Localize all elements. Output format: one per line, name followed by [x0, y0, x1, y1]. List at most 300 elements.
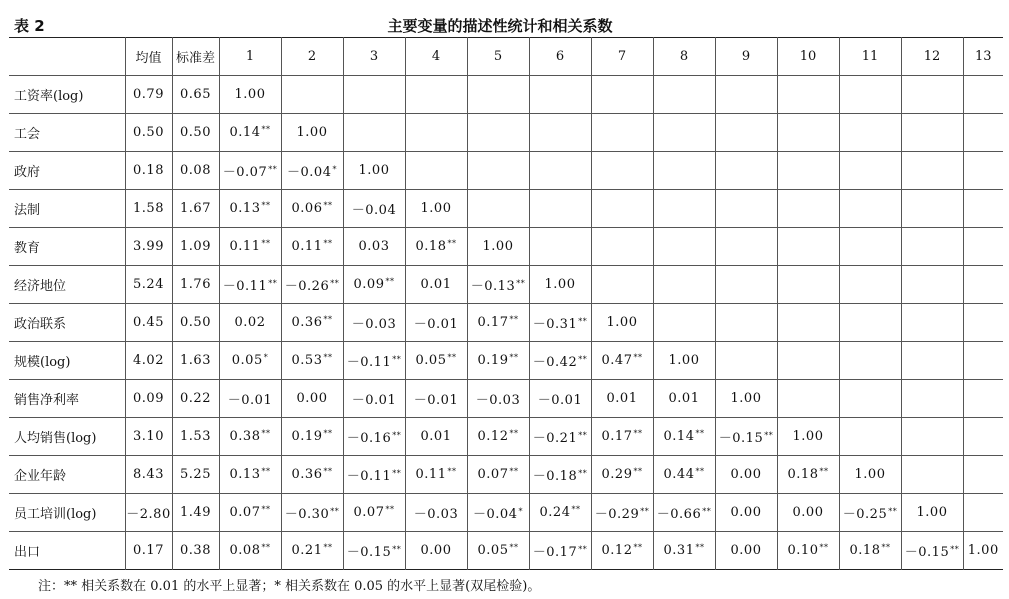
empty-cell	[529, 114, 591, 152]
mean-cell: 0.50	[125, 114, 172, 152]
correlation-cell: 0.12**	[591, 532, 653, 570]
correlation-cell: －0.01	[343, 380, 405, 418]
significance-marker: *	[518, 507, 523, 516]
significance-marker: **	[323, 543, 333, 552]
sd-cell: 5.25	[172, 456, 219, 494]
correlation-cell: 0.12**	[467, 418, 529, 456]
correlation-cell: 1.00	[839, 456, 901, 494]
empty-cell	[839, 304, 901, 342]
empty-cell	[901, 380, 963, 418]
significance-marker: **	[950, 545, 960, 554]
variable-name: 教育	[9, 228, 125, 266]
correlation-cell: －0.03	[467, 380, 529, 418]
table-row	[9, 456, 1003, 494]
correlation-cell: 1.00	[901, 494, 963, 532]
significance-marker: **	[819, 543, 829, 552]
empty-cell	[715, 114, 777, 152]
table-row	[9, 114, 1003, 152]
significance-marker: **	[323, 201, 333, 210]
sd-cell: 0.50	[172, 304, 219, 342]
significance-marker: **	[578, 317, 588, 326]
empty-cell	[343, 114, 405, 152]
empty-cell	[839, 190, 901, 228]
table-row	[9, 380, 1003, 418]
correlation-cell: －0.04	[343, 190, 405, 228]
variable-name: 经济地位	[9, 266, 125, 304]
empty-cell	[777, 228, 839, 266]
correlation-cell: 0.14**	[219, 114, 281, 152]
table-footnote: 注：** 相关系数在 0.01 的水平上显著；* 相关系数在 0.05 的水平上显著(双尾检验)。	[38, 579, 541, 594]
mean-cell: 8.43	[125, 456, 172, 494]
correlation-cell: －0.13**	[467, 266, 529, 304]
table-row	[9, 418, 1003, 456]
header-mean: 均值	[125, 38, 172, 76]
significance-marker: **	[578, 545, 588, 554]
significance-marker: **	[881, 543, 891, 552]
variable-name: 工会	[9, 114, 125, 152]
empty-cell	[901, 228, 963, 266]
correlation-cell: 0.13**	[219, 456, 281, 494]
significance-marker: **	[509, 543, 519, 552]
header-col-13: 13	[963, 38, 1003, 76]
significance-marker: **	[392, 545, 402, 554]
correlation-cell: 0.53**	[281, 342, 343, 380]
correlation-cell: －0.25**	[839, 494, 901, 532]
correlation-cell: 0.00	[715, 494, 777, 532]
empty-cell	[839, 152, 901, 190]
correlation-cell: 1.00	[529, 266, 591, 304]
empty-cell	[405, 76, 467, 114]
sd-cell: 1.09	[172, 228, 219, 266]
significance-marker: **	[695, 429, 705, 438]
header-row	[9, 38, 1003, 76]
significance-marker: **	[392, 469, 402, 478]
correlation-cell: 0.47**	[591, 342, 653, 380]
significance-marker: **	[509, 353, 519, 362]
mean-cell: 0.09	[125, 380, 172, 418]
significance-marker: **	[633, 353, 643, 362]
correlation-cell: 0.21**	[281, 532, 343, 570]
empty-cell	[901, 76, 963, 114]
header-sd: 标准差	[172, 38, 219, 76]
significance-marker: **	[323, 353, 333, 362]
empty-cell	[653, 190, 715, 228]
correlation-cell: －0.15**	[715, 418, 777, 456]
correlation-cell: 0.29**	[591, 456, 653, 494]
correlation-cell: －0.01	[219, 380, 281, 418]
correlation-cell: －0.29**	[591, 494, 653, 532]
header-col-5: 5	[467, 38, 529, 76]
correlation-cell: 0.03	[343, 228, 405, 266]
variable-name: 员工培训(log)	[9, 494, 125, 532]
significance-marker: **	[323, 239, 333, 248]
table-row	[9, 266, 1003, 304]
correlation-cell: 0.06**	[281, 190, 343, 228]
empty-cell	[777, 190, 839, 228]
empty-cell	[901, 152, 963, 190]
sd-cell: 1.63	[172, 342, 219, 380]
significance-marker: **	[447, 353, 457, 362]
sd-cell: 1.67	[172, 190, 219, 228]
correlation-cell: 0.00	[405, 532, 467, 570]
correlation-cell: 0.05**	[467, 532, 529, 570]
empty-cell	[901, 418, 963, 456]
empty-cell	[777, 114, 839, 152]
significance-marker: **	[578, 469, 588, 478]
empty-cell	[653, 114, 715, 152]
correlation-cell: 0.11**	[219, 228, 281, 266]
sd-cell: 1.53	[172, 418, 219, 456]
correlation-cell: －0.11**	[219, 266, 281, 304]
table-row	[9, 304, 1003, 342]
correlation-cell: 0.01	[591, 380, 653, 418]
empty-cell	[591, 114, 653, 152]
empty-cell	[963, 494, 1003, 532]
significance-marker: **	[330, 507, 340, 516]
significance-marker: **	[392, 431, 402, 440]
empty-cell	[591, 152, 653, 190]
correlation-cell: 0.05*	[219, 342, 281, 380]
empty-cell	[343, 76, 405, 114]
correlation-cell: 0.00	[281, 380, 343, 418]
empty-cell	[963, 228, 1003, 266]
significance-marker: *	[263, 353, 269, 362]
variable-name: 人均销售(log)	[9, 418, 125, 456]
empty-cell	[591, 76, 653, 114]
significance-marker: **	[323, 467, 333, 476]
empty-cell	[591, 266, 653, 304]
empty-cell	[591, 190, 653, 228]
mean-cell: 1.58	[125, 190, 172, 228]
correlation-cell: 0.11**	[281, 228, 343, 266]
correlation-cell: 0.02	[219, 304, 281, 342]
significance-marker: **	[509, 429, 519, 438]
correlation-cell: 0.14**	[653, 418, 715, 456]
significance-marker: **	[764, 431, 774, 440]
significance-marker: **	[385, 277, 395, 286]
significance-marker: **	[888, 507, 898, 516]
sd-cell: 0.22	[172, 380, 219, 418]
empty-cell	[901, 304, 963, 342]
correlation-cell: 0.00	[715, 456, 777, 494]
empty-cell	[653, 266, 715, 304]
significance-marker: **	[509, 315, 519, 324]
significance-marker: **	[695, 543, 705, 552]
empty-cell	[467, 152, 529, 190]
correlation-cell: 1.00	[219, 76, 281, 114]
sd-cell: 0.50	[172, 114, 219, 152]
correlation-cell: 0.13**	[219, 190, 281, 228]
significance-marker: *	[332, 165, 337, 174]
mean-cell: 0.17	[125, 532, 172, 570]
correlation-cell: 0.19**	[467, 342, 529, 380]
significance-marker: **	[392, 355, 402, 364]
correlation-cell: 0.00	[777, 494, 839, 532]
correlation-cell: －0.16**	[343, 418, 405, 456]
correlation-cell: 0.05**	[405, 342, 467, 380]
variable-name: 政治联系	[9, 304, 125, 342]
correlation-cell: 0.07**	[343, 494, 405, 532]
empty-cell	[839, 266, 901, 304]
correlation-cell: 0.07**	[219, 494, 281, 532]
significance-marker: **	[571, 505, 581, 514]
significance-marker: **	[261, 543, 271, 552]
mean-cell: 0.45	[125, 304, 172, 342]
empty-cell	[901, 456, 963, 494]
sd-cell: 1.49	[172, 494, 219, 532]
sd-cell: 0.38	[172, 532, 219, 570]
correlation-cell: 0.09**	[343, 266, 405, 304]
variable-name: 销售净利率	[9, 380, 125, 418]
empty-cell	[839, 418, 901, 456]
mean-cell: 4.02	[125, 342, 172, 380]
correlation-cell: 0.38**	[219, 418, 281, 456]
correlation-cell: 1.00	[343, 152, 405, 190]
significance-marker: **	[268, 165, 278, 174]
empty-cell	[963, 304, 1003, 342]
variable-name: 工资率(log)	[9, 76, 125, 114]
variable-name: 出口	[9, 532, 125, 570]
correlation-cell: －0.01	[405, 380, 467, 418]
correlation-cell: －0.04*	[467, 494, 529, 532]
significance-marker: **	[385, 505, 395, 514]
correlation-cell: 0.11**	[405, 456, 467, 494]
empty-cell	[715, 342, 777, 380]
header-col-11: 11	[839, 38, 901, 76]
table-row	[9, 190, 1003, 228]
significance-marker: **	[640, 507, 650, 516]
significance-marker: **	[323, 315, 333, 324]
empty-cell	[777, 152, 839, 190]
header-variable	[9, 38, 125, 76]
significance-marker: **	[633, 543, 643, 552]
correlation-cell: －0.15**	[901, 532, 963, 570]
empty-cell	[715, 190, 777, 228]
correlation-cell: －0.01	[405, 304, 467, 342]
empty-cell	[901, 342, 963, 380]
empty-cell	[963, 418, 1003, 456]
mean-cell: 0.79	[125, 76, 172, 114]
header-col-10: 10	[777, 38, 839, 76]
empty-cell	[901, 190, 963, 228]
header-col-6: 6	[529, 38, 591, 76]
significance-marker: **	[261, 201, 271, 210]
table-label: 表 2	[14, 17, 45, 35]
header-col-2: 2	[281, 38, 343, 76]
significance-marker: **	[516, 279, 526, 288]
correlation-cell: 0.10**	[777, 532, 839, 570]
correlation-cell: 0.18**	[839, 532, 901, 570]
correlation-cell: 1.00	[653, 342, 715, 380]
correlation-cell: 0.44**	[653, 456, 715, 494]
empty-cell	[529, 152, 591, 190]
mean-cell: －2.80	[125, 494, 172, 532]
empty-cell	[777, 266, 839, 304]
empty-cell	[653, 304, 715, 342]
header-col-7: 7	[591, 38, 653, 76]
table-row	[9, 342, 1003, 380]
correlation-cell: －0.30**	[281, 494, 343, 532]
empty-cell	[963, 190, 1003, 228]
correlation-cell: 0.19**	[281, 418, 343, 456]
empty-cell	[715, 304, 777, 342]
mean-cell: 3.10	[125, 418, 172, 456]
empty-cell	[715, 228, 777, 266]
variable-name: 规模(log)	[9, 342, 125, 380]
significance-marker: **	[509, 467, 519, 476]
empty-cell	[715, 152, 777, 190]
significance-marker: **	[268, 279, 278, 288]
correlation-cell: 1.00	[777, 418, 839, 456]
correlation-cell: 1.00	[467, 228, 529, 266]
empty-cell	[653, 76, 715, 114]
empty-cell	[839, 76, 901, 114]
variable-name: 法制	[9, 190, 125, 228]
empty-cell	[839, 342, 901, 380]
significance-marker: **	[330, 279, 340, 288]
significance-marker: **	[578, 355, 588, 364]
significance-marker: **	[261, 429, 271, 438]
significance-marker: **	[323, 429, 333, 438]
correlation-cell: －0.26**	[281, 266, 343, 304]
empty-cell	[405, 114, 467, 152]
correlation-cell: 1.00	[405, 190, 467, 228]
empty-cell	[901, 114, 963, 152]
correlation-cell: －0.17**	[529, 532, 591, 570]
empty-cell	[529, 228, 591, 266]
header-col-3: 3	[343, 38, 405, 76]
empty-cell	[281, 76, 343, 114]
correlation-cell: 0.00	[715, 532, 777, 570]
correlation-cell: －0.18**	[529, 456, 591, 494]
empty-cell	[405, 152, 467, 190]
correlation-cell: 0.01	[653, 380, 715, 418]
empty-cell	[467, 76, 529, 114]
correlation-cell: 1.00	[715, 380, 777, 418]
correlation-cell: －0.66**	[653, 494, 715, 532]
correlation-cell: －0.31**	[529, 304, 591, 342]
correlation-cell: 0.36**	[281, 304, 343, 342]
table-row	[9, 532, 1003, 570]
significance-marker: **	[633, 429, 643, 438]
significance-marker: **	[695, 467, 705, 476]
header-col-8: 8	[653, 38, 715, 76]
significance-marker: **	[819, 467, 829, 476]
correlation-cell: 0.18**	[405, 228, 467, 266]
correlation-cell: 1.00	[963, 532, 1003, 570]
empty-cell	[963, 380, 1003, 418]
empty-cell	[963, 152, 1003, 190]
correlation-cell: 0.17**	[591, 418, 653, 456]
empty-cell	[715, 266, 777, 304]
table-caption	[0, 11, 1009, 35]
correlation-cell: 0.18**	[777, 456, 839, 494]
empty-cell	[653, 228, 715, 266]
significance-marker: **	[447, 467, 457, 476]
correlation-table	[9, 37, 1003, 570]
mean-cell: 5.24	[125, 266, 172, 304]
correlation-cell: 0.07**	[467, 456, 529, 494]
empty-cell	[529, 190, 591, 228]
empty-cell	[901, 266, 963, 304]
empty-cell	[653, 152, 715, 190]
significance-marker: **	[633, 467, 643, 476]
empty-cell	[591, 228, 653, 266]
correlation-cell: 0.08**	[219, 532, 281, 570]
empty-cell	[467, 114, 529, 152]
table-row	[9, 152, 1003, 190]
variable-name: 政府	[9, 152, 125, 190]
correlation-cell: －0.03	[405, 494, 467, 532]
significance-marker: **	[261, 239, 271, 248]
empty-cell	[963, 114, 1003, 152]
significance-marker: **	[261, 125, 271, 134]
empty-cell	[777, 342, 839, 380]
significance-marker: **	[447, 239, 457, 248]
correlation-cell: －0.07**	[219, 152, 281, 190]
correlation-cell: 0.01	[405, 418, 467, 456]
correlation-cell: 0.31**	[653, 532, 715, 570]
empty-cell	[467, 190, 529, 228]
variable-name: 企业年龄	[9, 456, 125, 494]
empty-cell	[963, 456, 1003, 494]
table-row	[9, 228, 1003, 266]
sd-cell: 1.76	[172, 266, 219, 304]
empty-cell	[715, 76, 777, 114]
empty-cell	[777, 380, 839, 418]
correlation-cell: －0.11**	[343, 342, 405, 380]
correlation-cell: －0.11**	[343, 456, 405, 494]
empty-cell	[963, 342, 1003, 380]
empty-cell	[839, 228, 901, 266]
empty-cell	[529, 76, 591, 114]
correlation-cell: －0.03	[343, 304, 405, 342]
significance-marker: **	[702, 507, 712, 516]
correlation-cell: －0.21**	[529, 418, 591, 456]
header-col-1: 1	[219, 38, 281, 76]
correlation-cell: 0.17**	[467, 304, 529, 342]
empty-cell	[777, 304, 839, 342]
correlation-cell: －0.15**	[343, 532, 405, 570]
empty-cell	[839, 114, 901, 152]
correlation-cell: 0.36**	[281, 456, 343, 494]
mean-cell: 0.18	[125, 152, 172, 190]
correlation-cell: 1.00	[281, 114, 343, 152]
empty-cell	[963, 76, 1003, 114]
correlation-cell: 0.01	[405, 266, 467, 304]
sd-cell: 0.65	[172, 76, 219, 114]
sd-cell: 0.08	[172, 152, 219, 190]
correlation-cell: －0.42**	[529, 342, 591, 380]
table-row	[9, 76, 1003, 114]
correlation-cell: 1.00	[591, 304, 653, 342]
empty-cell	[963, 266, 1003, 304]
mean-cell: 3.99	[125, 228, 172, 266]
correlation-cell: －0.04*	[281, 152, 343, 190]
header-col-9: 9	[715, 38, 777, 76]
empty-cell	[839, 380, 901, 418]
significance-marker: **	[261, 505, 271, 514]
correlation-cell: －0.01	[529, 380, 591, 418]
significance-marker: **	[578, 431, 588, 440]
table-title: 主要变量的描述性统计和相关系数	[387, 17, 613, 35]
empty-cell	[777, 76, 839, 114]
significance-marker: **	[261, 467, 271, 476]
table-row	[9, 494, 1003, 532]
header-col-4: 4	[405, 38, 467, 76]
header-col-12: 12	[901, 38, 963, 76]
correlation-cell: 0.24**	[529, 494, 591, 532]
